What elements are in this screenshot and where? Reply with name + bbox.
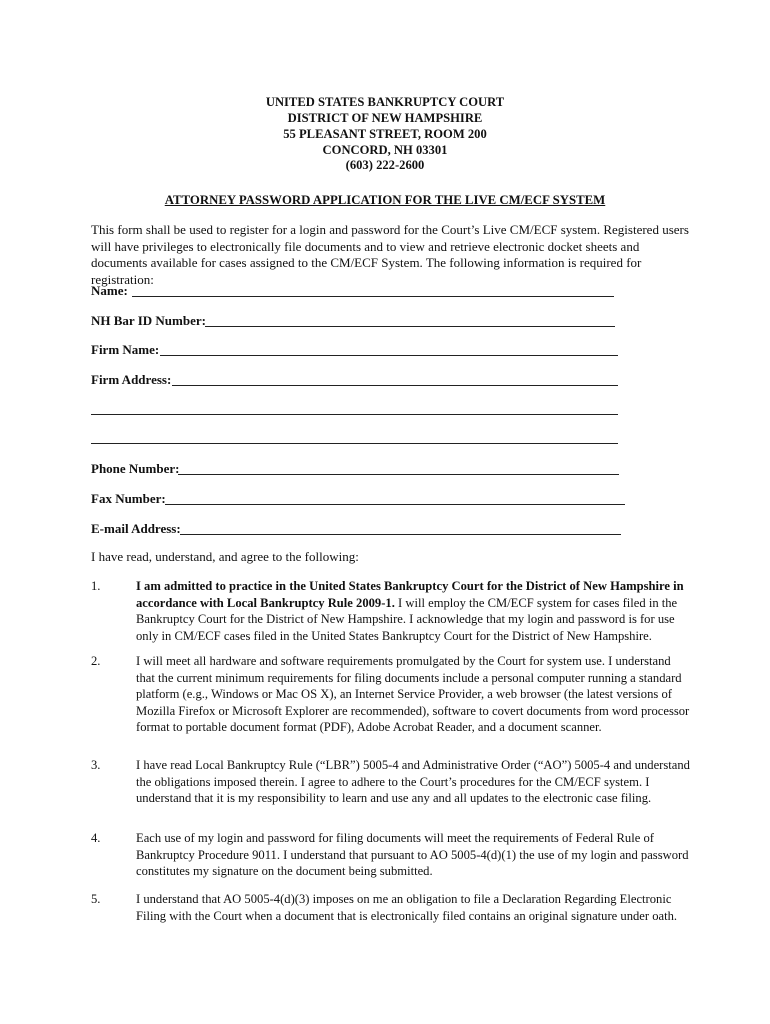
item-number: 4.: [91, 831, 101, 845]
firm-address-field-line-2[interactable]: [91, 414, 618, 415]
firm-address-field-line-1[interactable]: [172, 385, 618, 386]
name-field[interactable]: [132, 296, 614, 297]
item-plain-text: I will employ the CM/ECF system for cases filed in the Bankruptcy Court for the District of New Hampshire. I acknowledge that my login and password is for use only in CM/ECF cases filed in the United States Bankruptcy Court for the District of New Hampshire.: [136, 595, 678, 643]
phone-label: Phone Number:: [91, 461, 180, 476]
firm-address-field-line-3[interactable]: [91, 443, 618, 444]
item-text: Each use of my login and password for filing documents will meet the requirements of Federal Rule of Bankruptcy Procedure 9011. I understand that pursuant to AO 5005-4(d)(1) the use of my login and password constitutes my signature on the document being submitted.: [136, 831, 689, 879]
bar-id-field[interactable]: [205, 326, 615, 327]
court-street: 55 PLEASANT STREET, ROOM 200: [283, 127, 487, 141]
firm-address-label: Firm Address:: [91, 372, 172, 387]
agreement-intro: I have read, understand, and agree to the following:: [91, 549, 359, 564]
item-number: 5.: [91, 892, 101, 906]
item-number: 2.: [91, 654, 101, 668]
court-name: UNITED STATES BANKRUPTCY COURT: [265, 95, 505, 109]
intro-paragraph: This form shall be used to register for a login and password for the Court’s Live CM/ECF system. Registered users will have privileges to electronically file documents and to view and retrieve electronic docket sheets and documents available for cases assigned to the CM/ECF System. The following information is required for registration:: [91, 222, 689, 287]
email-field[interactable]: [180, 534, 621, 535]
item-number: 3.: [91, 758, 101, 772]
fax-field[interactable]: [165, 504, 625, 505]
district-name: DISTRICT OF NEW HAMPSHIRE: [287, 111, 483, 125]
bar-id-label: NH Bar ID Number:: [91, 313, 206, 328]
item-text: I have read Local Bankruptcy Rule (“LBR”) 5005-4 and Administrative Order (“AO”) 5005-4 and understand the obligations imposed therein. I agree to adhere to the Court’s procedures for the CM/ECF system. I understand that it is my responsibility to learn and use any and all updates to the electronic case filing.: [136, 758, 690, 806]
email-label: E-mail Address:: [91, 521, 181, 536]
firm-name-label: Firm Name:: [91, 342, 160, 357]
court-phone: (603) 222-2600: [345, 158, 425, 172]
item-text: I will meet all hardware and software requirements promulgated by the Court for system use. I understand that the current minimum requirements for filing documents include a personal computer running a standard platform (e.g., Windows or Mac OS X), an Internet Service Provider, a web browser (the latest versions of Mozilla Firefox or Microsoft Explorer are recommended), software to covert documents from word processor format to portable document format (PDF), Adobe Acrobat Reader, and a document scanner.: [136, 654, 690, 735]
name-label: Name:: [91, 283, 128, 298]
item-text: [136, 578, 691, 644]
firm-name-field[interactable]: [160, 355, 618, 356]
item-number: 1.: [91, 579, 101, 593]
fax-label: Fax Number:: [91, 491, 166, 506]
form-title: ATTORNEY PASSWORD APPLICATION FOR THE LIVE CM/ECF SYSTEM: [164, 193, 606, 207]
phone-field[interactable]: [178, 474, 619, 475]
item-text: I understand that AO 5005-4(d)(3) imposes on me an obligation to file a Declaration Regarding Electronic Filing with the Court when a document that is electronically filed contains an original signature under oath.: [136, 892, 678, 923]
item-bold-text: I am admitted to practice in the United States Bankruptcy Court for the District of New Hampshire in accordance with Local Bankruptcy Rule 2009-1.: [136, 579, 684, 610]
court-city: CONCORD, NH 03301: [322, 143, 448, 157]
